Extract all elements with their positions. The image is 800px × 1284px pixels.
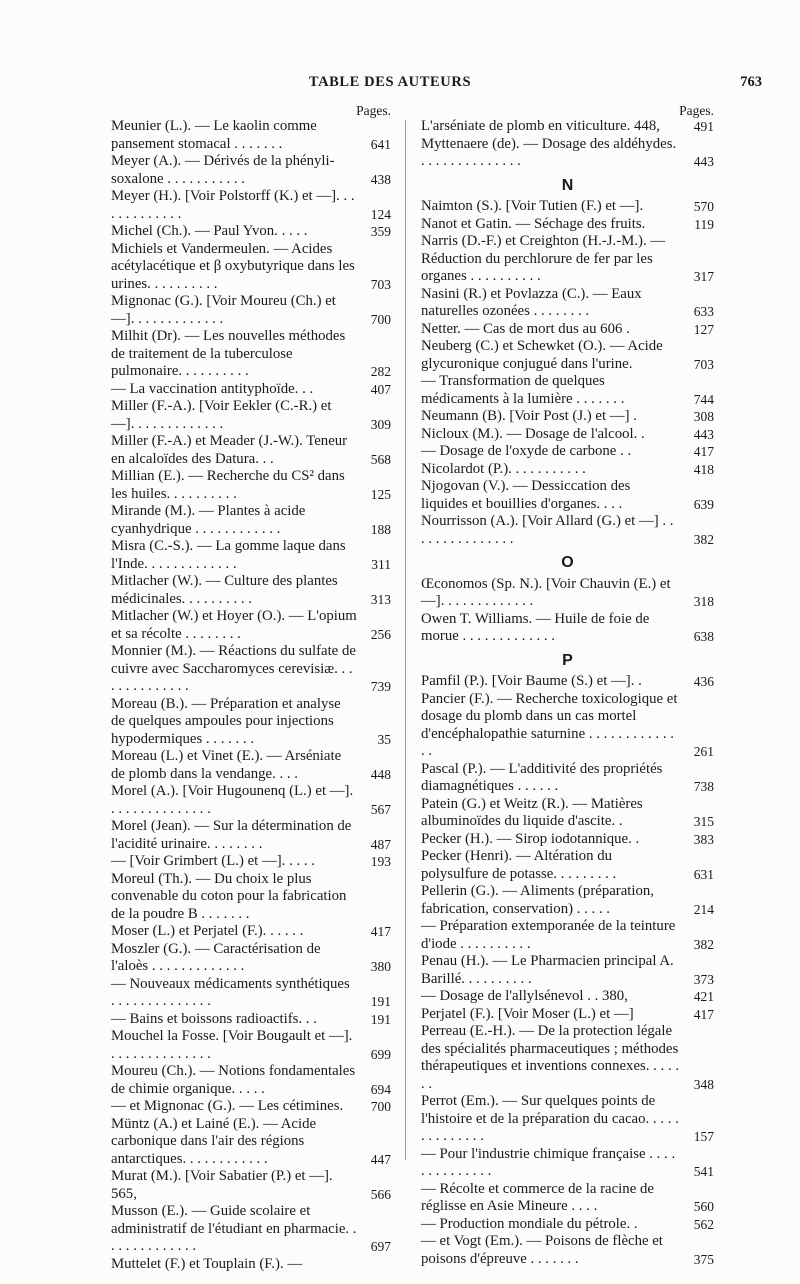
index-entry <box>421 988 714 1006</box>
entry-text: Mignonac (G.). [Voir Moureu (Ch.) et —]. . . . . . . . . . . . . <box>111 293 336 327</box>
entry-text: Mitlacher (W.) et Hoyer (O.). — L'opium et sa récolte . . . . . . . . <box>111 608 357 642</box>
index-entry <box>111 538 391 573</box>
entry-page-ref: 560 <box>693 1199 714 1214</box>
entry-text: Morel (Jean). — Sur la détermination de l'acidité urinaire. . . . . . . . <box>111 818 352 852</box>
index-entry <box>111 871 391 924</box>
index-entry <box>421 216 714 234</box>
entry-page-ref: 739 <box>370 679 391 694</box>
entry-text: Njogovan (V.). — Dessiccation des liquides et bouillies d'organes. . . . <box>421 478 631 512</box>
index-entry <box>111 433 391 468</box>
index-entry <box>111 1011 391 1029</box>
entry-page-ref: 438 <box>370 171 391 187</box>
index-entry <box>421 136 714 171</box>
index-entry <box>421 373 714 408</box>
entry-page-ref: 421 <box>693 989 714 1004</box>
entry-page-ref: 567 <box>370 801 391 817</box>
entry-page-ref: 697 <box>370 1239 391 1254</box>
pages-label: Pages. <box>356 103 391 118</box>
entry-page-ref: 261 <box>693 744 714 759</box>
entry-page-ref: 447 <box>370 1151 391 1167</box>
entry-text: — Production mondiale du pétrole. . <box>421 1215 638 1232</box>
entry-text: Moreul (Th.). — Du choix le plus convenable du coton pour la fabrication de la poudre B . . . . . . . <box>111 870 347 922</box>
entry-text: Nasini (R.) et Povlazza (C.). — Eaux naturelles ozonées . . . . . . . . <box>421 285 642 319</box>
entry-page-ref: 348 <box>693 1076 714 1092</box>
entry-text: Pascal (P.). — L'additivité des propriétés diamagnétiques . . . . . . <box>421 760 663 794</box>
index-entry <box>421 691 714 761</box>
index-entry <box>111 1063 391 1098</box>
index-entry <box>421 761 714 796</box>
entry-page-ref: 443 <box>693 426 714 442</box>
right-entry-list <box>421 118 714 1268</box>
index-entry <box>111 1098 391 1116</box>
entry-text: — La vaccination antityphoïde. . . <box>111 380 314 397</box>
entry-text: — Nouveaux médicaments synthétiques . . . . . . . . . . . . . . <box>111 975 350 1009</box>
entry-text: — Dosage de l'allylsénevol . . 380, <box>421 988 628 1004</box>
entry-page-ref: 373 <box>693 971 714 987</box>
left-column <box>111 102 391 1273</box>
section-letter: P <box>562 651 573 669</box>
index-entry <box>111 976 391 1011</box>
index-entry <box>421 426 714 444</box>
entry-page-ref: 119 <box>694 216 714 232</box>
entry-text: Moszler (G.). — Caractérisation de l'aloès . . . . . . . . . . . . . <box>111 940 321 974</box>
index-entry <box>421 1093 714 1146</box>
entry-page-ref: 188 <box>370 521 391 537</box>
entry-text: Pellerin (G.). — Aliments (préparation, fabrication, conservation) . . . . . <box>421 883 654 917</box>
entry-page-ref: 157 <box>693 1129 714 1144</box>
entry-page-ref: 382 <box>693 936 714 952</box>
entry-text: Murat (M.). [Voir Sabatier (P.) et —]. 565, <box>111 1168 333 1202</box>
entry-text: Michel (Ch.). — Paul Yvon. . . . . <box>111 223 308 239</box>
entry-text: Pancier (F.). — Recherche toxicologique et dosage du plomb dans un cas mortel d'encéphalopathie saturnine . . . . . . . . . . . . . . <box>421 690 678 759</box>
entry-text: Milhit (Dr). — Les nouvelles méthodes de traitement de la tuberculose pulmonaire. . . . . . . . . . <box>111 328 346 379</box>
entry-text: — Préparation extemporanée de la teinture d'iode . . . . . . . . . . <box>421 918 676 952</box>
index-entry <box>111 696 391 749</box>
entry-page-ref: 359 <box>370 224 391 239</box>
entry-page-ref: 256 <box>370 626 391 642</box>
entry-text: — Pour l'industrie chimique française . . . . . . . . . . . . . . <box>421 1145 676 1179</box>
left-entry-list <box>111 118 391 1273</box>
entry-page-ref: 700 <box>370 1099 391 1114</box>
index-entry <box>421 198 714 216</box>
entry-page-ref: 703 <box>693 356 714 372</box>
entry-page-ref: 35 <box>377 731 391 747</box>
index-entry <box>421 918 714 953</box>
entry-page-ref: 191 <box>370 994 391 1009</box>
entry-page-ref: 694 <box>370 1081 391 1097</box>
entry-page-ref: 570 <box>693 199 714 214</box>
entry-text: Morel (A.). [Voir Hugounenq (L.) et —]. . . . . . . . . . . . . . . <box>111 783 354 817</box>
entry-page-ref: 436 <box>693 674 714 689</box>
entry-page-ref: 214 <box>693 901 714 917</box>
entry-page-ref: 744 <box>693 391 714 407</box>
entry-page-ref: 566 <box>370 1186 391 1202</box>
index-entry <box>111 1203 391 1256</box>
index-entry <box>111 853 391 871</box>
index-entry <box>421 848 714 883</box>
entry-page-ref: 417 <box>693 444 714 459</box>
entry-text: Mirande (M.). — Plantes à acide cyanhydrique . . . . . . . . . . . . <box>111 503 306 537</box>
index-entry <box>111 608 391 643</box>
entry-page-ref: 703 <box>370 276 391 292</box>
index-entry <box>421 233 714 286</box>
entry-text: Misra (C.-S.). — La gomme laque dans l'Inde. . . . . . . . . . . . . <box>111 538 346 572</box>
index-entry <box>421 1216 714 1234</box>
entry-page-ref: 700 <box>370 311 391 327</box>
entry-page-ref: 568 <box>370 451 391 467</box>
section-letter: N <box>561 176 574 194</box>
entry-text: Neuberg (C.) et Schewket (O.). — Acide glycuronique conjugué dans l'urine. <box>421 338 663 372</box>
index-entry <box>111 748 391 783</box>
index-entry <box>111 153 391 188</box>
entry-text: — Transformation de quelques médicaments à la lumière . . . . . . . <box>421 373 625 407</box>
index-entry <box>111 381 391 399</box>
index-entry <box>111 1028 391 1063</box>
index-entry <box>421 478 714 513</box>
entry-text: Millian (E.). — Recherche du CS² dans les huiles. . . . . . . . . . <box>111 468 345 502</box>
index-entry <box>421 673 714 691</box>
index-entry <box>421 831 714 849</box>
entry-text: Nicloux (M.). — Dosage de l'alcool. . <box>421 425 645 442</box>
index-entry <box>421 321 714 339</box>
entry-text: Patein (G.) et Weitz (R.). — Matières albuminoïdes du liquide d'ascite. . <box>421 795 643 829</box>
entry-text: Meyer (A.). — Dérivés de la phényli-soxalone . . . . . . . . . . . <box>111 153 335 187</box>
index-entry <box>421 1233 714 1268</box>
entry-text: Nourrisson (A.). [Voir Allard (G.) et —] . . . . . . . . . . . . . . . <box>421 513 674 547</box>
entry-text: — [Voir Grimbert (L.) et —]. . . . . <box>111 853 315 869</box>
entry-text: Narris (D.-F.) et Creighton (H.-J.-M.). — Réduction du perchlorure de fer par les organes . . . . . . . . . . <box>421 233 666 284</box>
index-entry <box>111 818 391 853</box>
entry-text: Neumann (B). [Voir Post (J.) et —] . <box>421 408 637 424</box>
index-entry <box>421 513 714 548</box>
index-entry <box>111 118 391 153</box>
page-number: 763 <box>740 74 762 90</box>
index-entry <box>421 1023 714 1093</box>
index-entry <box>421 953 714 988</box>
entry-page-ref: 541 <box>693 1164 714 1179</box>
index-entry <box>111 1116 391 1169</box>
entry-text: Œconomos (Sp. N.). [Voir Chauvin (E.) et —]. . . . . . . . . . . . . <box>421 575 671 609</box>
entry-page-ref: 308 <box>693 409 714 424</box>
index-entry <box>421 443 714 461</box>
entry-text: — Récolte et commerce de la racine de réglisse en Asie Mineure . . . . <box>421 1180 654 1214</box>
index-entry <box>421 461 714 479</box>
index-entry <box>421 796 714 831</box>
entry-page-ref: 633 <box>693 304 714 319</box>
index-entry <box>111 223 391 241</box>
entry-page-ref: 443 <box>693 154 714 169</box>
index-entry <box>111 503 391 538</box>
entry-page-ref: 417 <box>370 924 391 939</box>
entry-text: — Bains et boissons radioactifs. . . <box>111 1010 317 1027</box>
entry-page-ref: 309 <box>370 416 391 432</box>
entry-text: Pecker (Henri). — Altération du polysulfure de potasse. . . . . . . . . <box>421 848 617 882</box>
index-entry <box>421 1146 714 1181</box>
entry-text: Michiels et Vandermeulen. — Acides acétylacétique et β oxybutyrique dans les urines. . . . . . . . . . <box>111 240 355 292</box>
entry-page-ref: 375 <box>693 1251 714 1267</box>
index-entry <box>111 293 391 328</box>
entry-page-ref: 124 <box>370 206 391 222</box>
entry-page-ref: 317 <box>693 269 714 284</box>
index-entry <box>421 286 714 321</box>
entry-page-ref: 418 <box>693 461 714 477</box>
index-entry <box>111 1256 391 1274</box>
entry-page-ref: 382 <box>693 531 714 547</box>
index-entry <box>421 611 714 646</box>
entry-text: L'arséniate de plomb en viticulture. 448, <box>421 118 660 134</box>
entry-page-ref: 313 <box>370 591 391 607</box>
index-entry <box>111 398 391 433</box>
entry-page-ref: 315 <box>693 814 714 829</box>
entry-text: Meunier (L.). — Le kaolin comme pansement stomacal . . . . . . . <box>111 118 317 152</box>
entry-page-ref: 417 <box>693 1006 714 1022</box>
entry-text: Naimton (S.). [Voir Tutien (F.) et —]. <box>421 198 644 214</box>
index-entry <box>421 1006 714 1024</box>
index-entry <box>111 241 391 294</box>
entry-page-ref: 487 <box>370 836 391 852</box>
entry-text: Pamfil (P.). [Voir Baume (S.) et —]. . <box>421 673 642 689</box>
pages-label: Pages. <box>679 103 714 118</box>
entry-page-ref: 448 <box>370 766 391 782</box>
entry-page-ref: 191 <box>370 1011 391 1027</box>
entry-text: Perjatel (F.). [Voir Moser (L.) et —] <box>421 1005 634 1022</box>
column-divider <box>405 120 406 1160</box>
entry-page-ref: 127 <box>693 321 714 337</box>
entry-page-ref: 491 <box>693 119 714 134</box>
entry-text: Moser (L.) et Perjatel (F.). . . . . . <box>111 923 304 939</box>
entry-page-ref: 738 <box>693 779 714 794</box>
entry-text: Moureu (Ch.). — Notions fondamentales de chimie organique. . . . . <box>111 1063 356 1097</box>
entry-text: Moreau (L.) et Vinet (E.). — Arséniate de plomb dans la vendange. . . . <box>111 748 342 782</box>
entry-text: Perrot (Em.). — Sur quelques points de l'histoire et de la préparation du cacao. . . . . . . . . . . . . . <box>421 1093 679 1144</box>
entry-text: Müntz (A.) et Lainé (E.). — Acide carbonique dans l'air des régions antarctiques. . . . . . . . . . . . <box>111 1115 317 1167</box>
entry-text: Monnier (M.). — Réactions du sulfate de cuivre avec Saccharomyces cerevisiæ. . . . . . . . . . . . . . <box>111 643 356 694</box>
index-entry <box>111 1168 391 1203</box>
entry-page-ref: 193 <box>370 854 391 869</box>
entry-text: Nanot et Gatin. — Séchage des fruits. <box>421 215 646 232</box>
index-entry <box>111 573 391 608</box>
index-entry <box>421 883 714 918</box>
index-entry <box>111 328 391 381</box>
entry-page-ref: 699 <box>370 1046 391 1062</box>
entry-text: Perreau (E.-H.). — De la protection légale des spécialités pharmaceutiques ; méthodes thérapeutiques et inventions connexes. . . . . . . <box>421 1023 680 1092</box>
entry-page-ref: 282 <box>370 364 391 379</box>
index-entry <box>421 338 714 373</box>
entry-text: Miller (F.-A.) et Meader (J.-W.). Teneur en alcaloïdes des Datura. . . <box>111 433 348 467</box>
entry-text: Pecker (H.). — Sirop iodotannique. . <box>421 830 640 847</box>
entry-text: Musson (E.). — Guide scolaire et administratif de l'étudiant en pharmacie. . . . . . . . . . . . . . <box>111 1203 357 1254</box>
entry-page-ref: 639 <box>693 496 714 512</box>
entry-page-ref: 638 <box>693 629 714 644</box>
index-entry <box>111 468 391 503</box>
index-entry <box>111 941 391 976</box>
entry-text: Nicolardot (P.). . . . . . . . . . . <box>421 460 586 477</box>
entry-text: Owen T. Williams. — Huile de foie de morue . . . . . . . . . . . . . <box>421 610 650 644</box>
entry-page-ref: 125 <box>370 486 391 502</box>
entry-text: Meyer (H.). [Voir Polstorff (K.) et —]. . . . . . . . . . . . . <box>111 188 355 222</box>
entry-text: Mouchel la Fosse. [Voir Bougault et —]. . . . . . . . . . . . . . . <box>111 1028 353 1062</box>
index-entry <box>421 576 714 611</box>
entry-page-ref: 562 <box>693 1216 714 1232</box>
entry-text: Moreau (B.). — Préparation et analyse de quelques ampoules pour injections hypodermiques . . . . . . . <box>111 695 341 747</box>
index-entry <box>421 408 714 426</box>
entry-text: — et Mignonac (G.). — Les cétimines. <box>111 1098 344 1114</box>
entry-page-ref: 318 <box>693 594 714 609</box>
entry-text: Mitlacher (W.). — Culture des plantes médicinales. . . . . . . . . . <box>111 573 338 607</box>
entry-page-ref: 380 <box>370 959 391 974</box>
entry-text: Penau (H.). — Le Pharmacien principal A. Barillé. . . . . . . . . . <box>421 953 674 987</box>
page-title: TABLE DES AUTEURS <box>308 74 472 90</box>
entry-text: Netter. — Cas de mort dus au 606 . <box>421 320 630 337</box>
entry-text: Muttelet (F.) et Touplain (F.). — <box>111 1255 303 1272</box>
entry-text: Miller (F.-A.). [Voir Eekler (C.-R.) et —]. . . . . . . . . . . . . <box>111 398 332 432</box>
index-entry <box>421 1181 714 1216</box>
entry-text: — et Vogt (Em.). — Poisons de flèche et poisons d'épreuve . . . . . . . <box>421 1233 663 1267</box>
index-entry <box>111 923 391 941</box>
index-entry <box>111 643 391 696</box>
entry-page-ref: 311 <box>371 556 391 572</box>
right-column <box>421 102 714 1268</box>
entry-page-ref: 631 <box>693 866 714 882</box>
section-letter: O <box>561 554 574 571</box>
entry-page-ref: 641 <box>370 136 391 152</box>
running-header <box>0 70 800 94</box>
entry-page-ref: 383 <box>693 831 714 847</box>
index-entry <box>111 188 391 223</box>
index-entry <box>111 783 391 818</box>
entry-text: — Dosage de l'oxyde de carbone . . <box>421 443 632 459</box>
entry-page-ref: 407 <box>370 381 391 397</box>
entry-text: Myttenaere (de). — Dosage des aldéhydes. . . . . . . . . . . . . . . <box>421 135 677 169</box>
index-entry <box>421 118 714 136</box>
